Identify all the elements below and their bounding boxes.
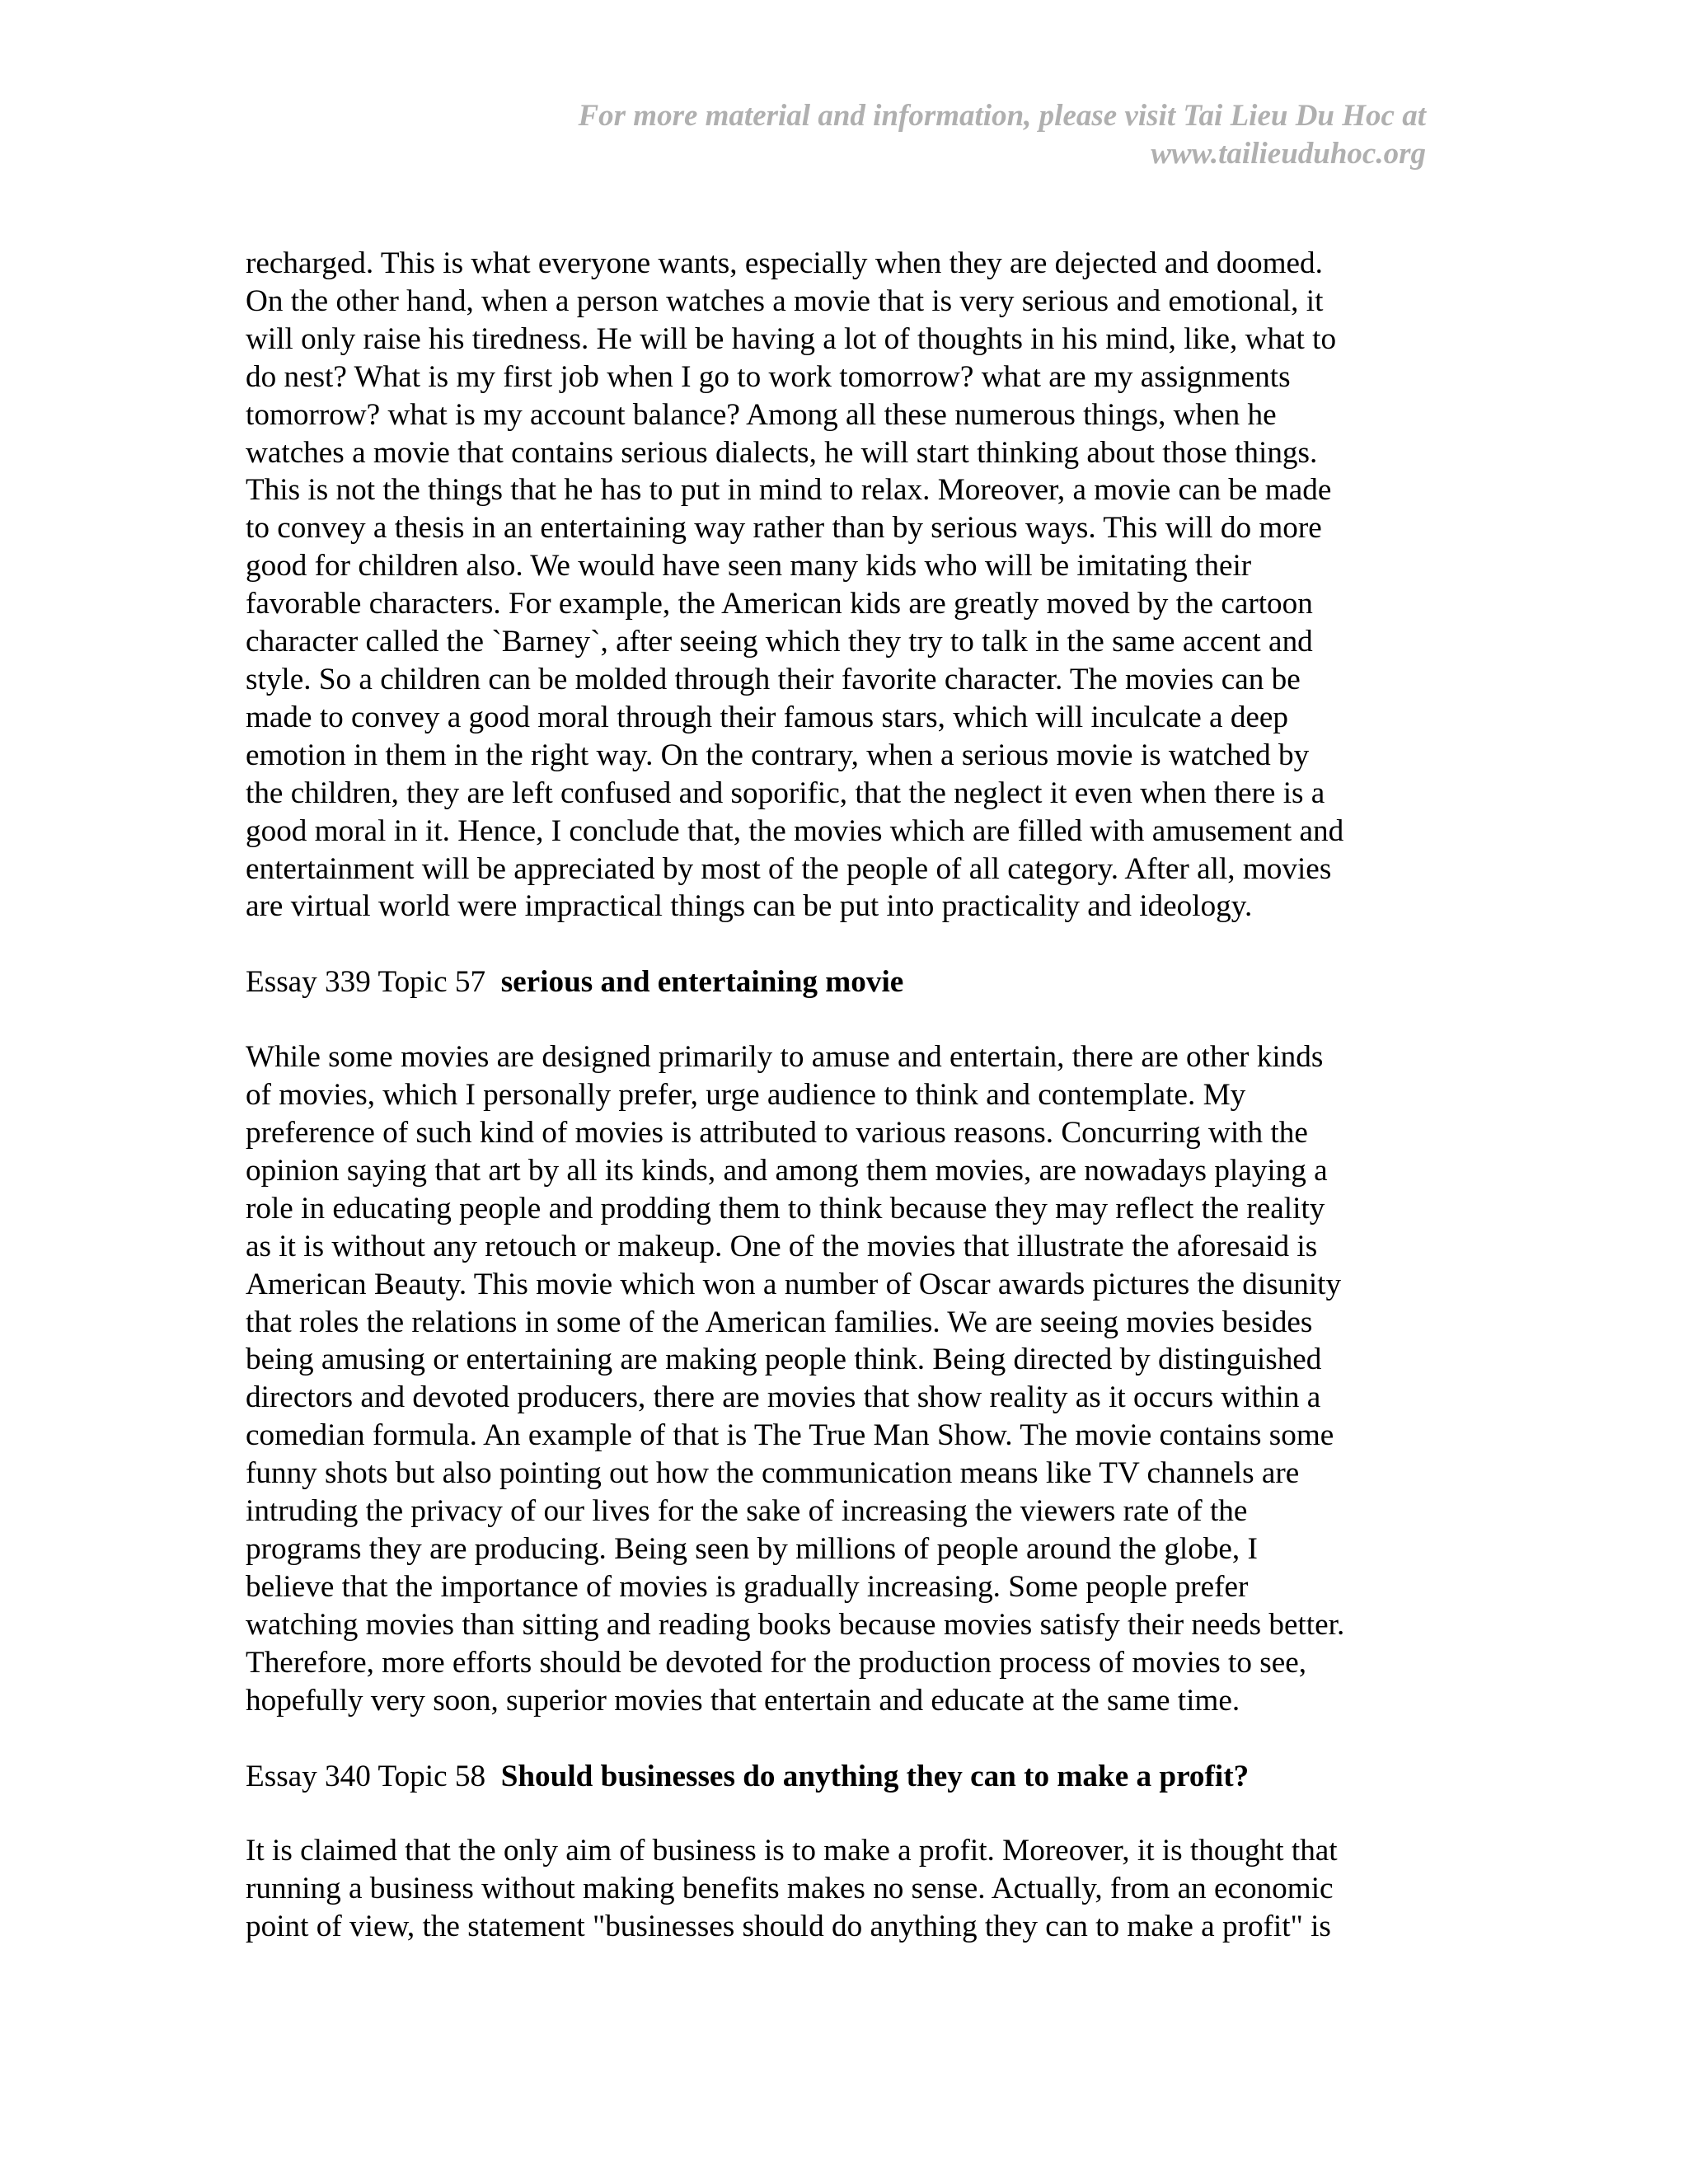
text-line: good for children also. We would have seen many kids who will be imitating their (246, 549, 1252, 583)
text-line: good moral in it. Hence, I conclude that, the movies which are filled with amusement and (246, 813, 1344, 848)
text-line: that roles the relations in some of the American families. We are seeing movies besides (246, 1305, 1313, 1339)
text-line: hopefully very soon, superior movies that entertain and educate at the same time. (246, 1683, 1240, 1718)
text-line: point of view, the statement "businesses should do anything they can to make a profit" is (246, 1910, 1331, 1944)
text-line: preference of such kind of movies is attributed to various reasons. Concurring with the (246, 1116, 1308, 1151)
document-body (246, 245, 1439, 1946)
text-line: will only raise his tiredness. He will be having a lot of thoughts in his mind, like, what to (246, 321, 1337, 356)
text-line: being amusing or entertaining are making people think. Being directed by distinguished (246, 1343, 1322, 1377)
text-line: running a business without making benefits makes no sense. Actually, from an economic (246, 1872, 1334, 1906)
essay-topic-title: serious and entertaining movie (500, 965, 904, 1000)
text-line: intruding the privacy of our lives for the sake of increasing the viewers rate of the (246, 1494, 1248, 1529)
page-header-watermark (354, 97, 1426, 173)
text-line: While some movies are designed primarily to amuse and entertain, there are other kinds (246, 1040, 1324, 1075)
text-line: It is claimed that the only aim of business is to make a profit. Moreover, it is thought that (246, 1834, 1338, 1868)
text-line: style. So a children can be molded through their favorite character. The movies can be (246, 662, 1301, 696)
text-line: opinion saying that art by all its kinds, and among them movies, are nowadays playing a (246, 1153, 1328, 1188)
essay-heading-339 (246, 963, 1439, 1001)
paragraph-1 (246, 245, 1439, 926)
text-line: role in educating people and prodding them to think because they may reflect the reality (246, 1191, 1325, 1226)
text-line: directors and devoted producers, there are movies that show reality as it occurs within a (246, 1380, 1321, 1415)
paragraph-3 (246, 1832, 1439, 1946)
text-line: funny shots but also pointing out how the communication means like TV channels are (246, 1456, 1300, 1491)
text-line: programs they are producing. Being seen by millions of people around the globe, I (246, 1532, 1258, 1566)
text-line: Therefore, more efforts should be devoted for the production process of movies to see, (246, 1645, 1307, 1680)
essay-label: Essay 340 Topic 58 (246, 1759, 486, 1793)
text-line: entertainment will be appreciated by most of the people of all category. After all, movies (246, 851, 1332, 886)
text-line: of movies, which I personally prefer, urge audience to think and contemplate. My (246, 1078, 1246, 1113)
text-line: the children, they are left confused and soporific, that the neglect it even when there is a (246, 776, 1325, 810)
text-line: as it is without any retouch or makeup. One of the movies that illustrate the aforesaid is (246, 1229, 1318, 1263)
text-line: This is not the things that he has to put in mind to relax. Moreover, a movie can be made (246, 473, 1332, 508)
text-line: do nest? What is my first job when I go to work tomorrow? what are my assignments (246, 359, 1291, 394)
text-line: favorable characters. For example, the American kids are greatly moved by the cartoon (246, 587, 1313, 621)
header-line-2: www.tailieuduhoc.org (1151, 137, 1426, 171)
text-line: made to convey a good moral through their famous stars, which will inculcate a deep (246, 700, 1289, 734)
essay-label: Essay 339 Topic 57 (246, 965, 486, 1000)
essay-topic-title: Should businesses do anything they can to make a profit? (500, 1759, 1250, 1793)
text-line: to convey a thesis in an entertaining way rather than by serious ways. This will do more (246, 511, 1322, 546)
text-line: emotion in them in the right way. On the contrary, when a serious movie is watched by (246, 738, 1310, 772)
paragraph-2 (246, 1038, 1439, 1719)
text-line: are virtual world were impractical things can be put into practicality and ideology. (246, 889, 1253, 924)
essay-heading-340 (246, 1758, 1439, 1796)
text-line: American Beauty. This movie which won a number of Oscar awards pictures the disunity (246, 1267, 1342, 1301)
text-line: watching movies than sitting and reading books because movies satisfy their needs better. (246, 1607, 1345, 1642)
text-line: believe that the importance of movies is gradually increasing. Some people prefer (246, 1569, 1249, 1604)
text-line: tomorrow? what is my account balance? Among all these numerous things, when he (246, 397, 1277, 432)
text-line: recharged. This is what everyone wants, especially when they are dejected and doomed. (246, 246, 1323, 280)
text-line: watches a movie that contains serious dialects, he will start thinking about those things. (246, 435, 1318, 470)
text-line: character called the `Barney`, after seeing which they try to talk in the same accent and (246, 625, 1313, 659)
text-line: On the other hand, when a person watches a movie that is very serious and emotional, it (246, 284, 1324, 318)
header-line-1: For more material and information, please visit Tai Lieu Du Hoc at (578, 99, 1426, 133)
text-line: comedian formula. An example of that is The True Man Show. The movie contains some (246, 1418, 1334, 1453)
